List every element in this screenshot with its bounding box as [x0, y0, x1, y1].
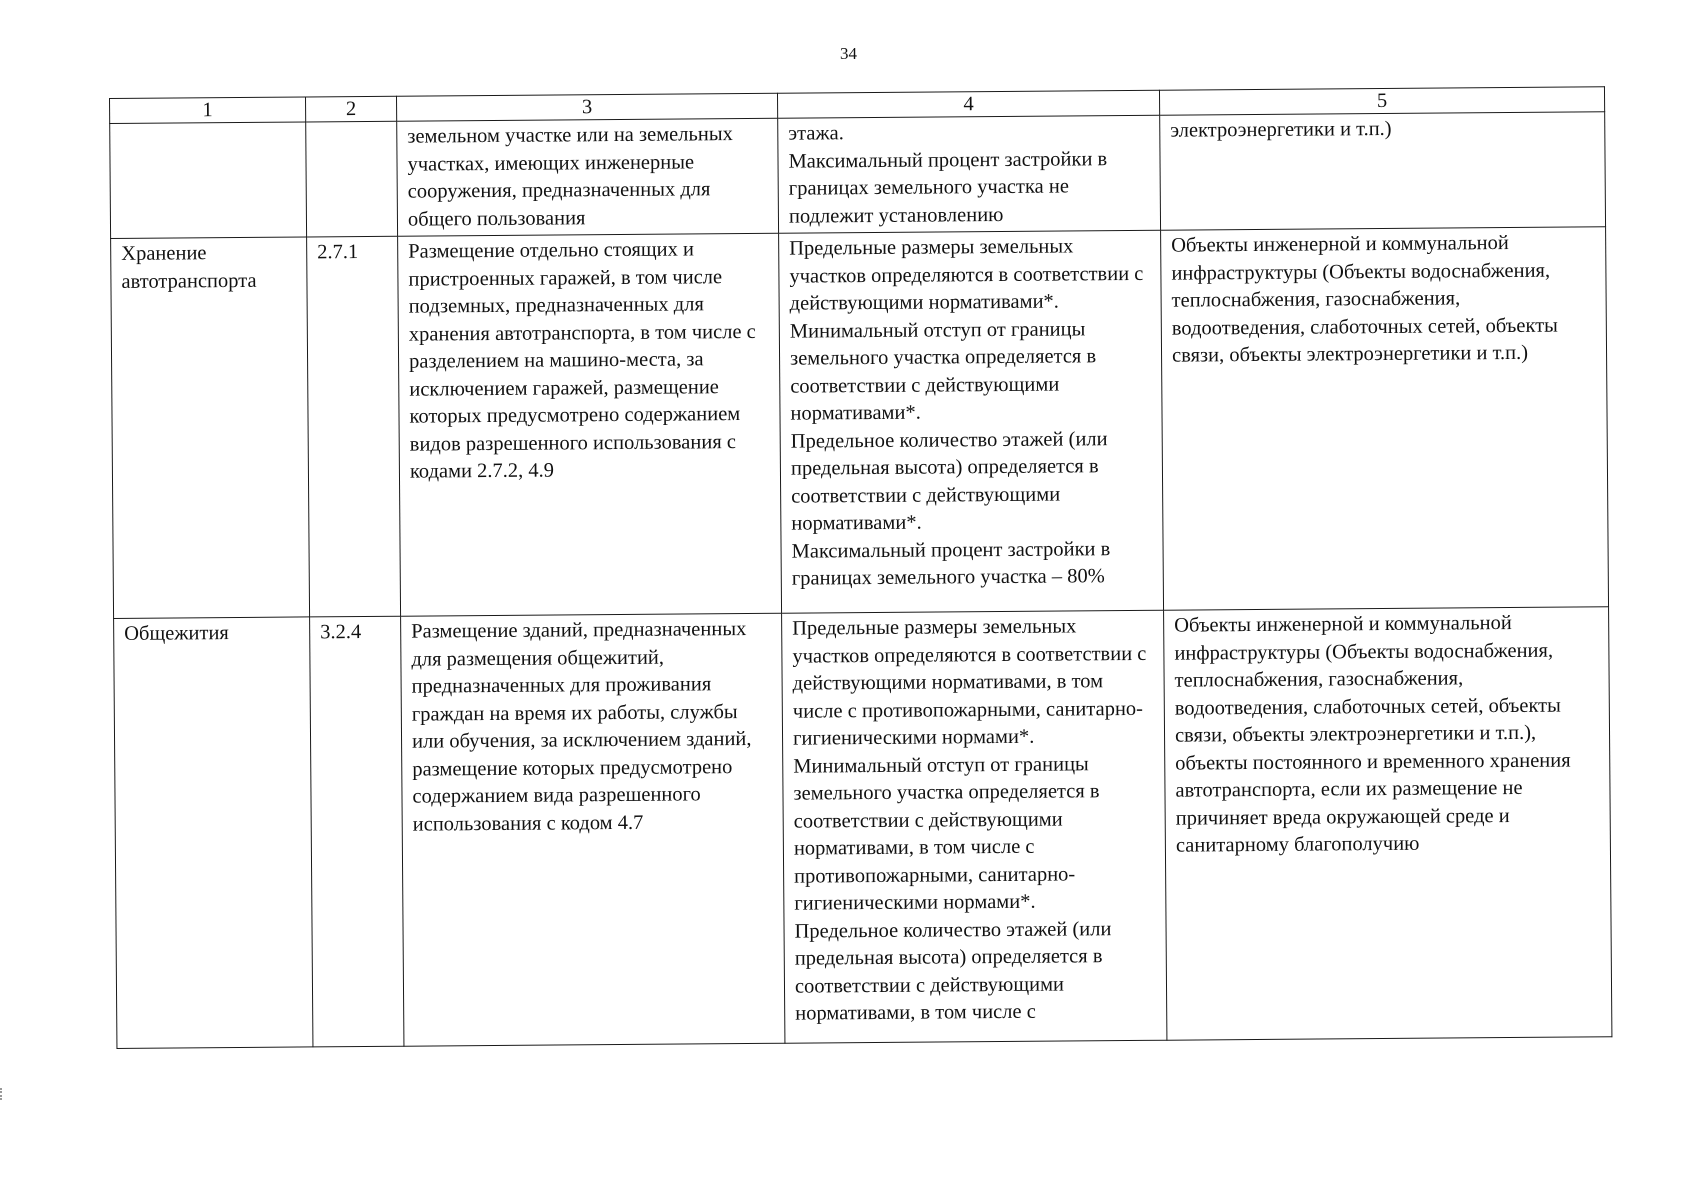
use-name-cell: Хранение автотранспорта [111, 237, 310, 619]
use-name-cell: Общежития [114, 617, 313, 1049]
parameters-cell: Предельные размеры земельных участков определяются в соответствии с действующими нормативами*. Минимальный отступ от границы земельного участка определяется в соответствии с действующими нормативами*. Предельное количество этажей (или предельная высота) определяется в соответствии с действующими нормативами*. Максимальный процент застройки в границах земельного участка – 80% [779, 230, 1164, 613]
use-name-cell [110, 122, 307, 239]
table-row [114, 607, 1612, 1049]
use-description-cell: Размещение зданий, предназначенных для размещения общежитий, предназначенных для проживания граждан на время их работы, службы или обучения, за исключением зданий, размещение которых предусмотрено содержанием вида разрешенного использования с кодом 4.7 [401, 613, 785, 1046]
auxiliary-uses-cell: Объекты инженерной и коммунальной инфраструктуры (Объекты водоснабжения, теплоснабжения, газоснабжения, водоотведения, слаботочных сетей, объекты связи, объекты электроэнергетики и т.п.), объекты постоянного и временного хранения автотранспорта, если их размещение не причиняет вреда окружающей среде и санитарному благополучию [1164, 607, 1612, 1040]
use-description-cell: Размещение отдельно стоящих и пристроенных гаражей, в том числе подземных, предназначенных для хранения автотранспорта, в том числе с разделением на машино-места, за исключением гаражей, размещение которых предусмотрено содержанием видов разрешенного использования с кодами 2.7.2, 4.9 [398, 233, 782, 616]
auxiliary-uses-cell: Объекты инженерной и коммунальной инфраструктуры (Объекты водоснабжения, теплоснабжения, газоснабжения, водоотведения, слаботочных сетей, объекты связи, объекты электроэнергетики и т.п.) [1161, 227, 1609, 610]
auxiliary-uses-cell: электроэнергетики и т.п.) [1160, 112, 1606, 230]
scan-edge-mark [0, 1088, 5, 1100]
column-header-4: 4 [777, 90, 1159, 118]
column-header-3: 3 [396, 93, 777, 121]
column-header-1: 1 [110, 97, 306, 124]
column-header-5: 5 [1159, 87, 1604, 115]
use-code-cell: 2.7.1 [307, 236, 401, 617]
zoning-regulations-table [109, 86, 1612, 1049]
parameters-cell: Предельные размеры земельных участков определяются в соответствии с действующими нормативами, в том числе с противопожарными, санитарно-гигиеническими нормами*. Минимальный отступ от границы земельного участка определяется в соответствии с действующими нормативами, в том числе с противопожарными, санитарно-гигиеническими нормами*. Предельное количество этажей (или предельная высота) определяется в соответствии с действующими нормативами, в том числе с [782, 610, 1167, 1043]
parameters-cell: этажа. Максимальный процент застройки в границах земельного участка не подлежит установлению [778, 115, 1161, 233]
table-row [110, 112, 1606, 239]
column-header-2: 2 [305, 96, 396, 122]
use-code-cell: 3.2.4 [310, 616, 404, 1047]
table-row [111, 227, 1609, 619]
use-description-cell: земельном участке или на земельных участках, имеющих инженерные сооружения, предназначенных для общего пользования [397, 118, 779, 236]
use-code-cell [306, 121, 398, 237]
page-number: 34 [840, 44, 857, 63]
